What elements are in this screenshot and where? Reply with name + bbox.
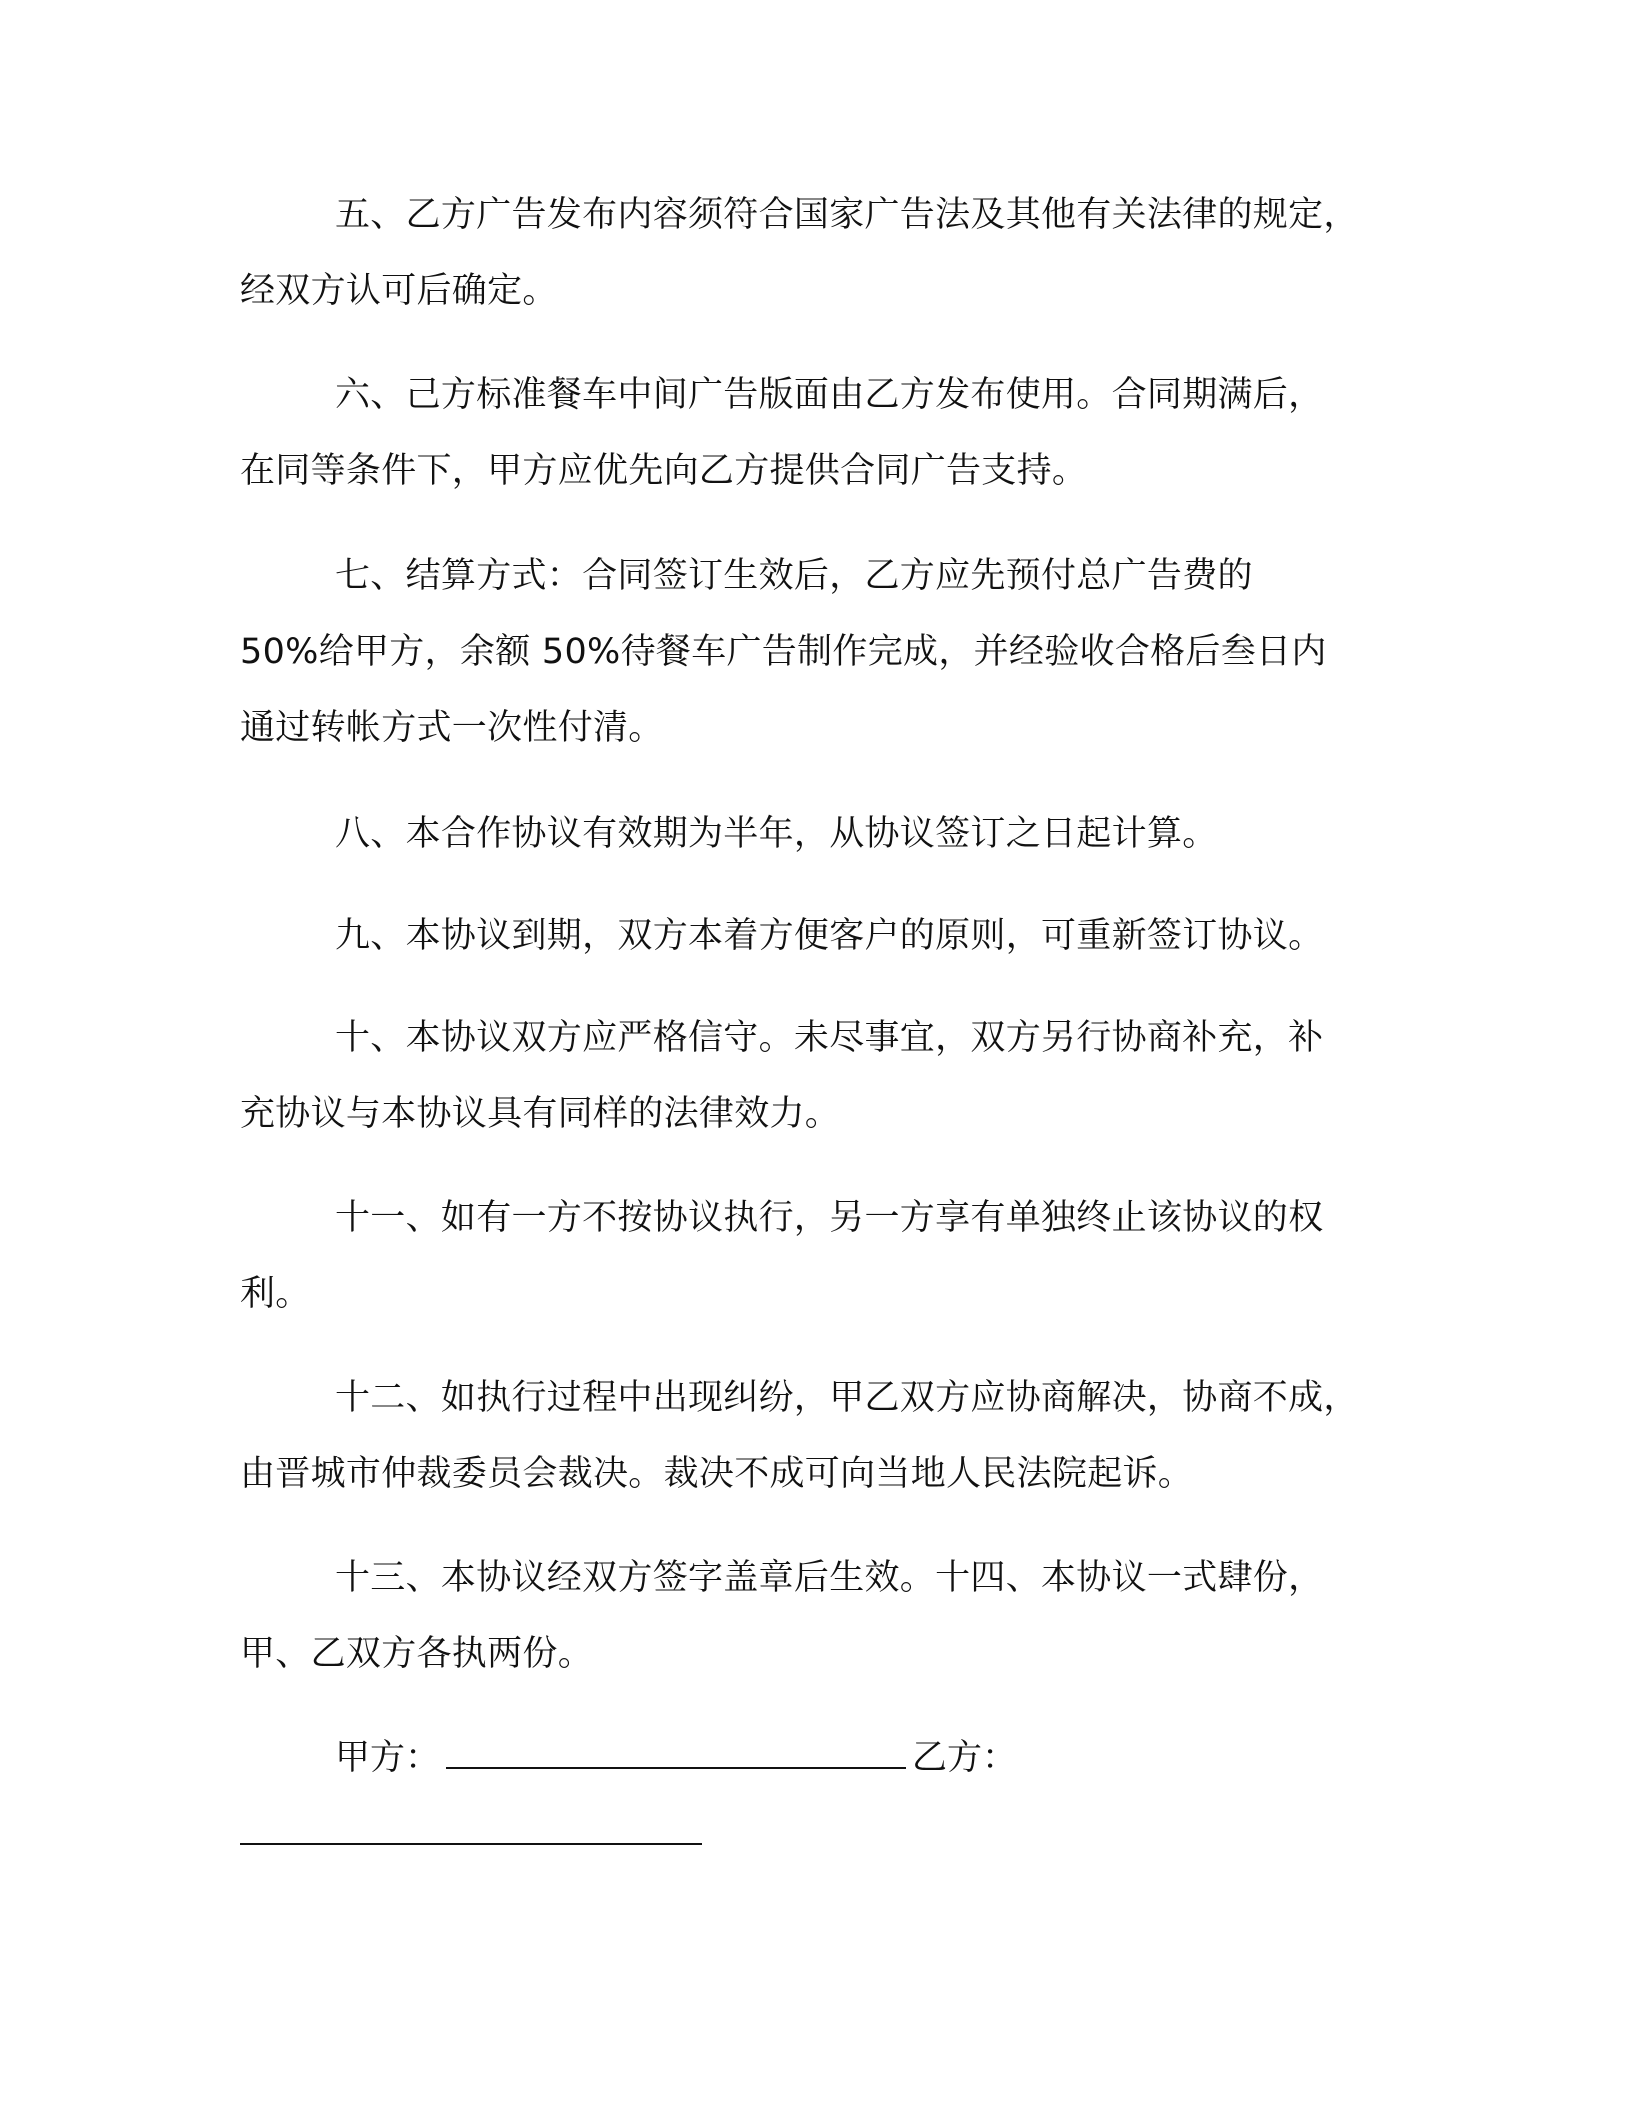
clause-line: 十三、本协议经双方签字盖章后生效。十四、本协议一式肆份， [335, 1558, 1324, 1598]
clause-line: 充协议与本协议具有同样的法律效力。 [240, 1094, 841, 1134]
clause-line: 通过转帐方式一次性付清。 [240, 708, 664, 748]
party-b-label: 乙方： [912, 1738, 1018, 1778]
party-a-signature-line[interactable] [446, 1733, 906, 1769]
clause-line: 50%给甲方，余额 50%待餐车广告制作完成，并经验收合格后叁日内 [240, 632, 1327, 672]
clause-11 [240, 1180, 1400, 1332]
clause-line: 十一、如有一方不按协议执行，另一方享有单独终止该协议的权 [335, 1198, 1324, 1238]
signature-row [240, 1796, 1400, 1872]
clause-line: 甲、乙双方各执两份。 [240, 1634, 594, 1674]
signature-row [240, 1720, 1400, 1796]
clause-line: 由晋城市仲裁委员会裁决。裁决不成可向当地人民法院起诉。 [240, 1454, 1194, 1494]
party-a-label: 甲方： [335, 1738, 441, 1778]
clause-12 [240, 1360, 1400, 1512]
clause-line: 在同等条件下，甲方应优先向乙方提供合同广告支持。 [240, 451, 1088, 491]
clause-line: 经双方认可后确定。 [240, 271, 558, 311]
signature-block [240, 1720, 1400, 1872]
clause-8 [240, 796, 1400, 872]
party-b-signature-line[interactable] [240, 1809, 702, 1845]
clause-line: 十、本协议双方应严格信守。未尽事宜，双方另行协商补充，补 [335, 1018, 1324, 1058]
clause-line: 五、乙方广告发布内容须符合国家广告法及其他有关法律的规定， [335, 195, 1359, 235]
clause-line: 十二、如执行过程中出现纠纷，甲乙双方应协商解决，协商不成， [335, 1378, 1359, 1418]
clause-line: 八、本合作协议有效期为半年，从协议签订之日起计算。 [335, 814, 1218, 854]
clause-line: 六、己方标准餐车中间广告版面由乙方发布使用。合同期满后， [335, 375, 1324, 415]
clause-line: 九、本协议到期，双方本着方便客户的原则，可重新签订协议。 [335, 916, 1324, 956]
clause-6 [240, 357, 1400, 509]
clause-10 [240, 1000, 1400, 1152]
clause-9 [240, 898, 1400, 974]
clause-line: 七、结算方式：合同签订生效后，乙方应先预付总广告费的 [335, 556, 1253, 596]
clause-5 [240, 177, 1400, 329]
clause-line: 利。 [240, 1274, 311, 1314]
clause-7 [240, 538, 1400, 766]
clause-13 [240, 1540, 1400, 1692]
